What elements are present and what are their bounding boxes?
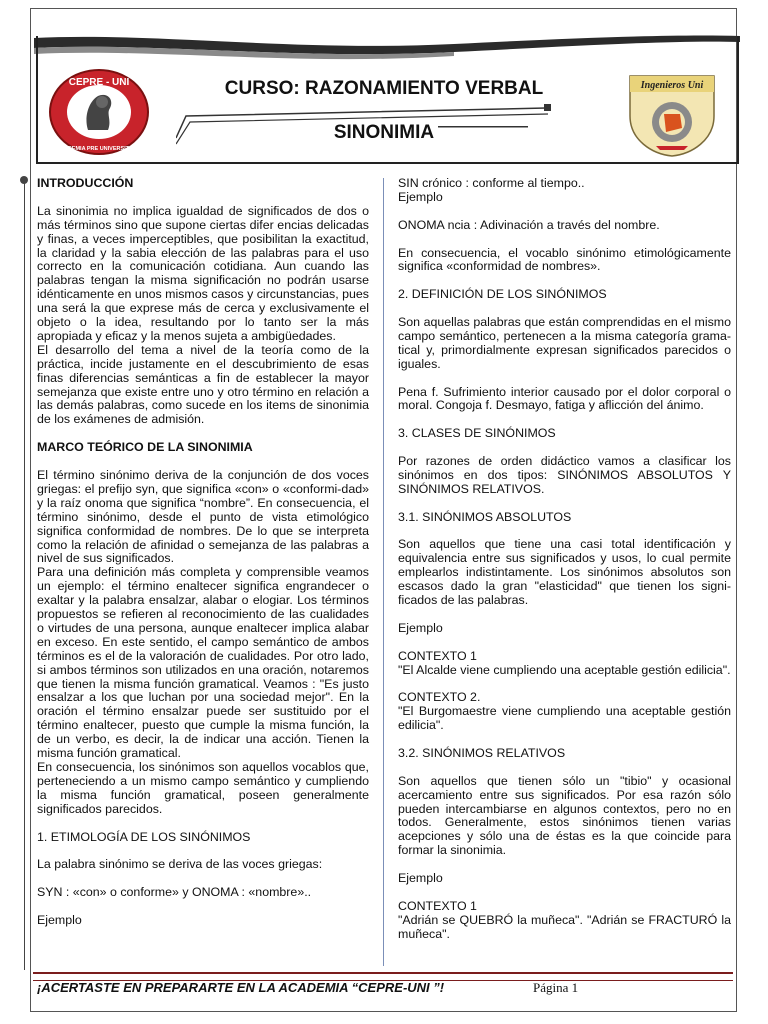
marco-paragraph-1: El término sinónimo deriva de la conjunción de dos voces griegas: el prefijo syn, que significa «con» o «conformi-dad» y la raíz onoma que significa “nombre”. En consecuencia, el término sinónimo, desde el punto de vista etimológico significa conformidad de nombres. De lo que se interpreta como la relación de afinidad o semejanza de las palabras a nivel de sus significados. bbox=[37, 467, 369, 566]
absolutos-heading: 3.1. SINÓNIMOS ABSOLUTOS bbox=[398, 509, 572, 524]
intro-paragraph-1: La sinonimia no implica igualdad de significados de dos o más términos sino que supone ciertas difer encias delicadas y finas, a veces imperceptibles, que posibilitan la exactitud, la claridad y la sabia elección de las palabras para el uso correcto en la comunicación cotidiana. Aun cuando las palabras tengan la misma significación no podrán usarse idénticamente en unos mismos casos y circunstancias, pues una será la que exprese más de cerca y exclusivamente el objeto o la idea, resultando por lo tanto ser la más apropiada y eficaz y la menos sujeta a ambigüedades. bbox=[37, 203, 369, 343]
ejemplo-2: Ejemplo bbox=[398, 620, 443, 635]
etimologia-heading: 1. ETIMOLOGÍA DE LOS SINÓNIMOS bbox=[37, 829, 251, 844]
marco-heading: MARCO TEÓRICO DE LA SINONIMIA bbox=[37, 440, 253, 455]
marco-paragraph-3: En consecuencia, los sinónimos son aquellos vocablos que, perteneciendo a un mismo campo semántico y cumpliendo la misma función gramatical, poseen generalmente significados parecidos. bbox=[37, 760, 369, 816]
clases-paragraph: Por razones de orden didáctico vamos a clasificar los sinónimos en dos tipos: SINÓNIMOS ABSOLUTOS Y SINÓNIMOS RELATIVOS. bbox=[398, 454, 731, 496]
ejemplo-3: Ejemplo bbox=[398, 871, 443, 886]
definicion-heading: 2. DEFINICIÓN DE LOS SINÓNIMOS bbox=[398, 287, 607, 302]
pena-paragraph: Pena f. Sufrimiento interior causado por el dolor corporal o moral. Congoja f. Desmayo, fatiga y aflicción del ánimo. bbox=[398, 384, 731, 413]
cepre-uni-logo bbox=[48, 68, 150, 156]
course-title: CURSO: RAZONAMIENTO VERBAL bbox=[224, 78, 544, 99]
sin-line: SIN crónico : conforme al tiempo.. bbox=[398, 176, 585, 190]
column-divider bbox=[383, 178, 384, 966]
etimologia-paragraph-2: SYN : «con» o conforme» y ONOMA : «nombre».. bbox=[37, 885, 312, 900]
onoma-line: ONOMA ncia : Adivinación a través del nombre. bbox=[398, 217, 660, 232]
relativos-paragraph: Son aquellos que tienen sólo un "tibio" y ocasional acercamiento entre sus significados. Por esa razón sólo pueden intercambiarse en algunos contextos, pero no en todos. Generalmente, estos sinónimos tienen varias acepciones y sólo una de éstas es la que coincide para formar la sinonimia. bbox=[398, 773, 731, 858]
marco-paragraph-2: Para una definición más completa y comprensible veamos un ejemplo: el término enaltecer significa engrandecer o exaltar y la palabra ensalzar, alabar o elogiar. Los términos propuestos se refieren al reconocimiento de las cualidades o virtudes de una persona, aunque enaltecer implica alabar en exceso. En este sentido, el campo semántico de ambos términos es el de la valoración de cualidades. Por otro lado, si ambos términos son utilizados en una oración, notaremos que tienen la misma función gramatical. Veamos : "Es justo ensalzar a los que luchan por una sociedad mejor". En la oración el término ensalzar puede ser sustituido por el término enaltecer, puesto que cumple la misma función, la de un verbo, es decir, la de indicar una acción. Tienen la misma función gramatical. bbox=[37, 565, 369, 761]
etimologia-paragraph-1: La palabra sinónimo se deriva de las voces griegas: bbox=[37, 857, 323, 872]
logo-left-bottom-text: ACADEMIA PRE UNIVERSITARIA bbox=[55, 146, 143, 152]
absolutos-paragraph: Son aquellos que tiene una casi total identificación y equivalencia entre sus significados y usos, lo cual permite emplearlos indistintamente. Los sinónimos absolutos son escasos dado la gran "elasticidad" que tienen los signi-ficados de las palabras. bbox=[398, 537, 731, 608]
contexto-3-text: "Adrián se QUEBRÓ la muñeca". "Adrián se FRACTURÓ la muñeca". bbox=[398, 912, 731, 941]
contexto-2-label: CONTEXTO 2. bbox=[398, 690, 481, 705]
consecuencia-paragraph: En consecuencia, el vocablo sinónimo etimológicamente significa «conformidad de nombres». bbox=[398, 245, 731, 274]
right-column bbox=[398, 177, 731, 942]
logo-left-top-text: CEPRE - UNI bbox=[68, 77, 130, 88]
logo-right-text: Ingenieros Uni bbox=[640, 80, 704, 91]
contexto-3-label: CONTEXTO 1 bbox=[398, 898, 477, 913]
footer-slogan: ¡ACERTASTE EN PREPARARTE EN LA ACADEMIA “CEPRE-UNI ”! bbox=[37, 980, 445, 995]
clases-heading: 3. CLASES DE SINÓNIMOS bbox=[398, 426, 556, 441]
ejemplo-label: Ejemplo bbox=[37, 912, 82, 927]
relativos-heading: 3.2. SINÓNIMOS RELATIVOS bbox=[398, 745, 566, 760]
left-column bbox=[37, 177, 369, 942]
ejemplo-1: Ejemplo bbox=[398, 189, 443, 204]
left-margin-rule bbox=[24, 178, 25, 970]
contexto-1-text: "El Alcalde viene cumpliendo una aceptable gestión edilicia". bbox=[398, 662, 731, 677]
page-number: Página 1 bbox=[533, 980, 579, 995]
topic-title: SINONIMIA bbox=[333, 122, 435, 143]
intro-heading: INTRODUCCIÓN bbox=[37, 176, 134, 190]
contexto-1-label: CONTEXTO 1 bbox=[398, 648, 477, 663]
intro-paragraph-2: El desarrollo del tema a nivel de la teoría como de la práctica, incide justamente en el descubrimiento de esas finas diferencias semánticas a fin de establecer la mayor semejanza que existe entre uno y otro término en relación a las demás palabras, como sucede en los items de sinonimia de los exámenes de admisión. bbox=[37, 342, 369, 427]
contexto-2-text: "El Burgomaestre viene cumpliendo una aceptable gestión edilicia". bbox=[398, 704, 731, 733]
definicion-paragraph: Son aquellas palabras que están comprendidas en el mismo campo semántico, pertenecen a la misma categoría grama- tical y, primordialmente expresan significados parecidos o iguales. bbox=[398, 315, 731, 371]
ingenieros-uni-logo bbox=[626, 70, 718, 158]
